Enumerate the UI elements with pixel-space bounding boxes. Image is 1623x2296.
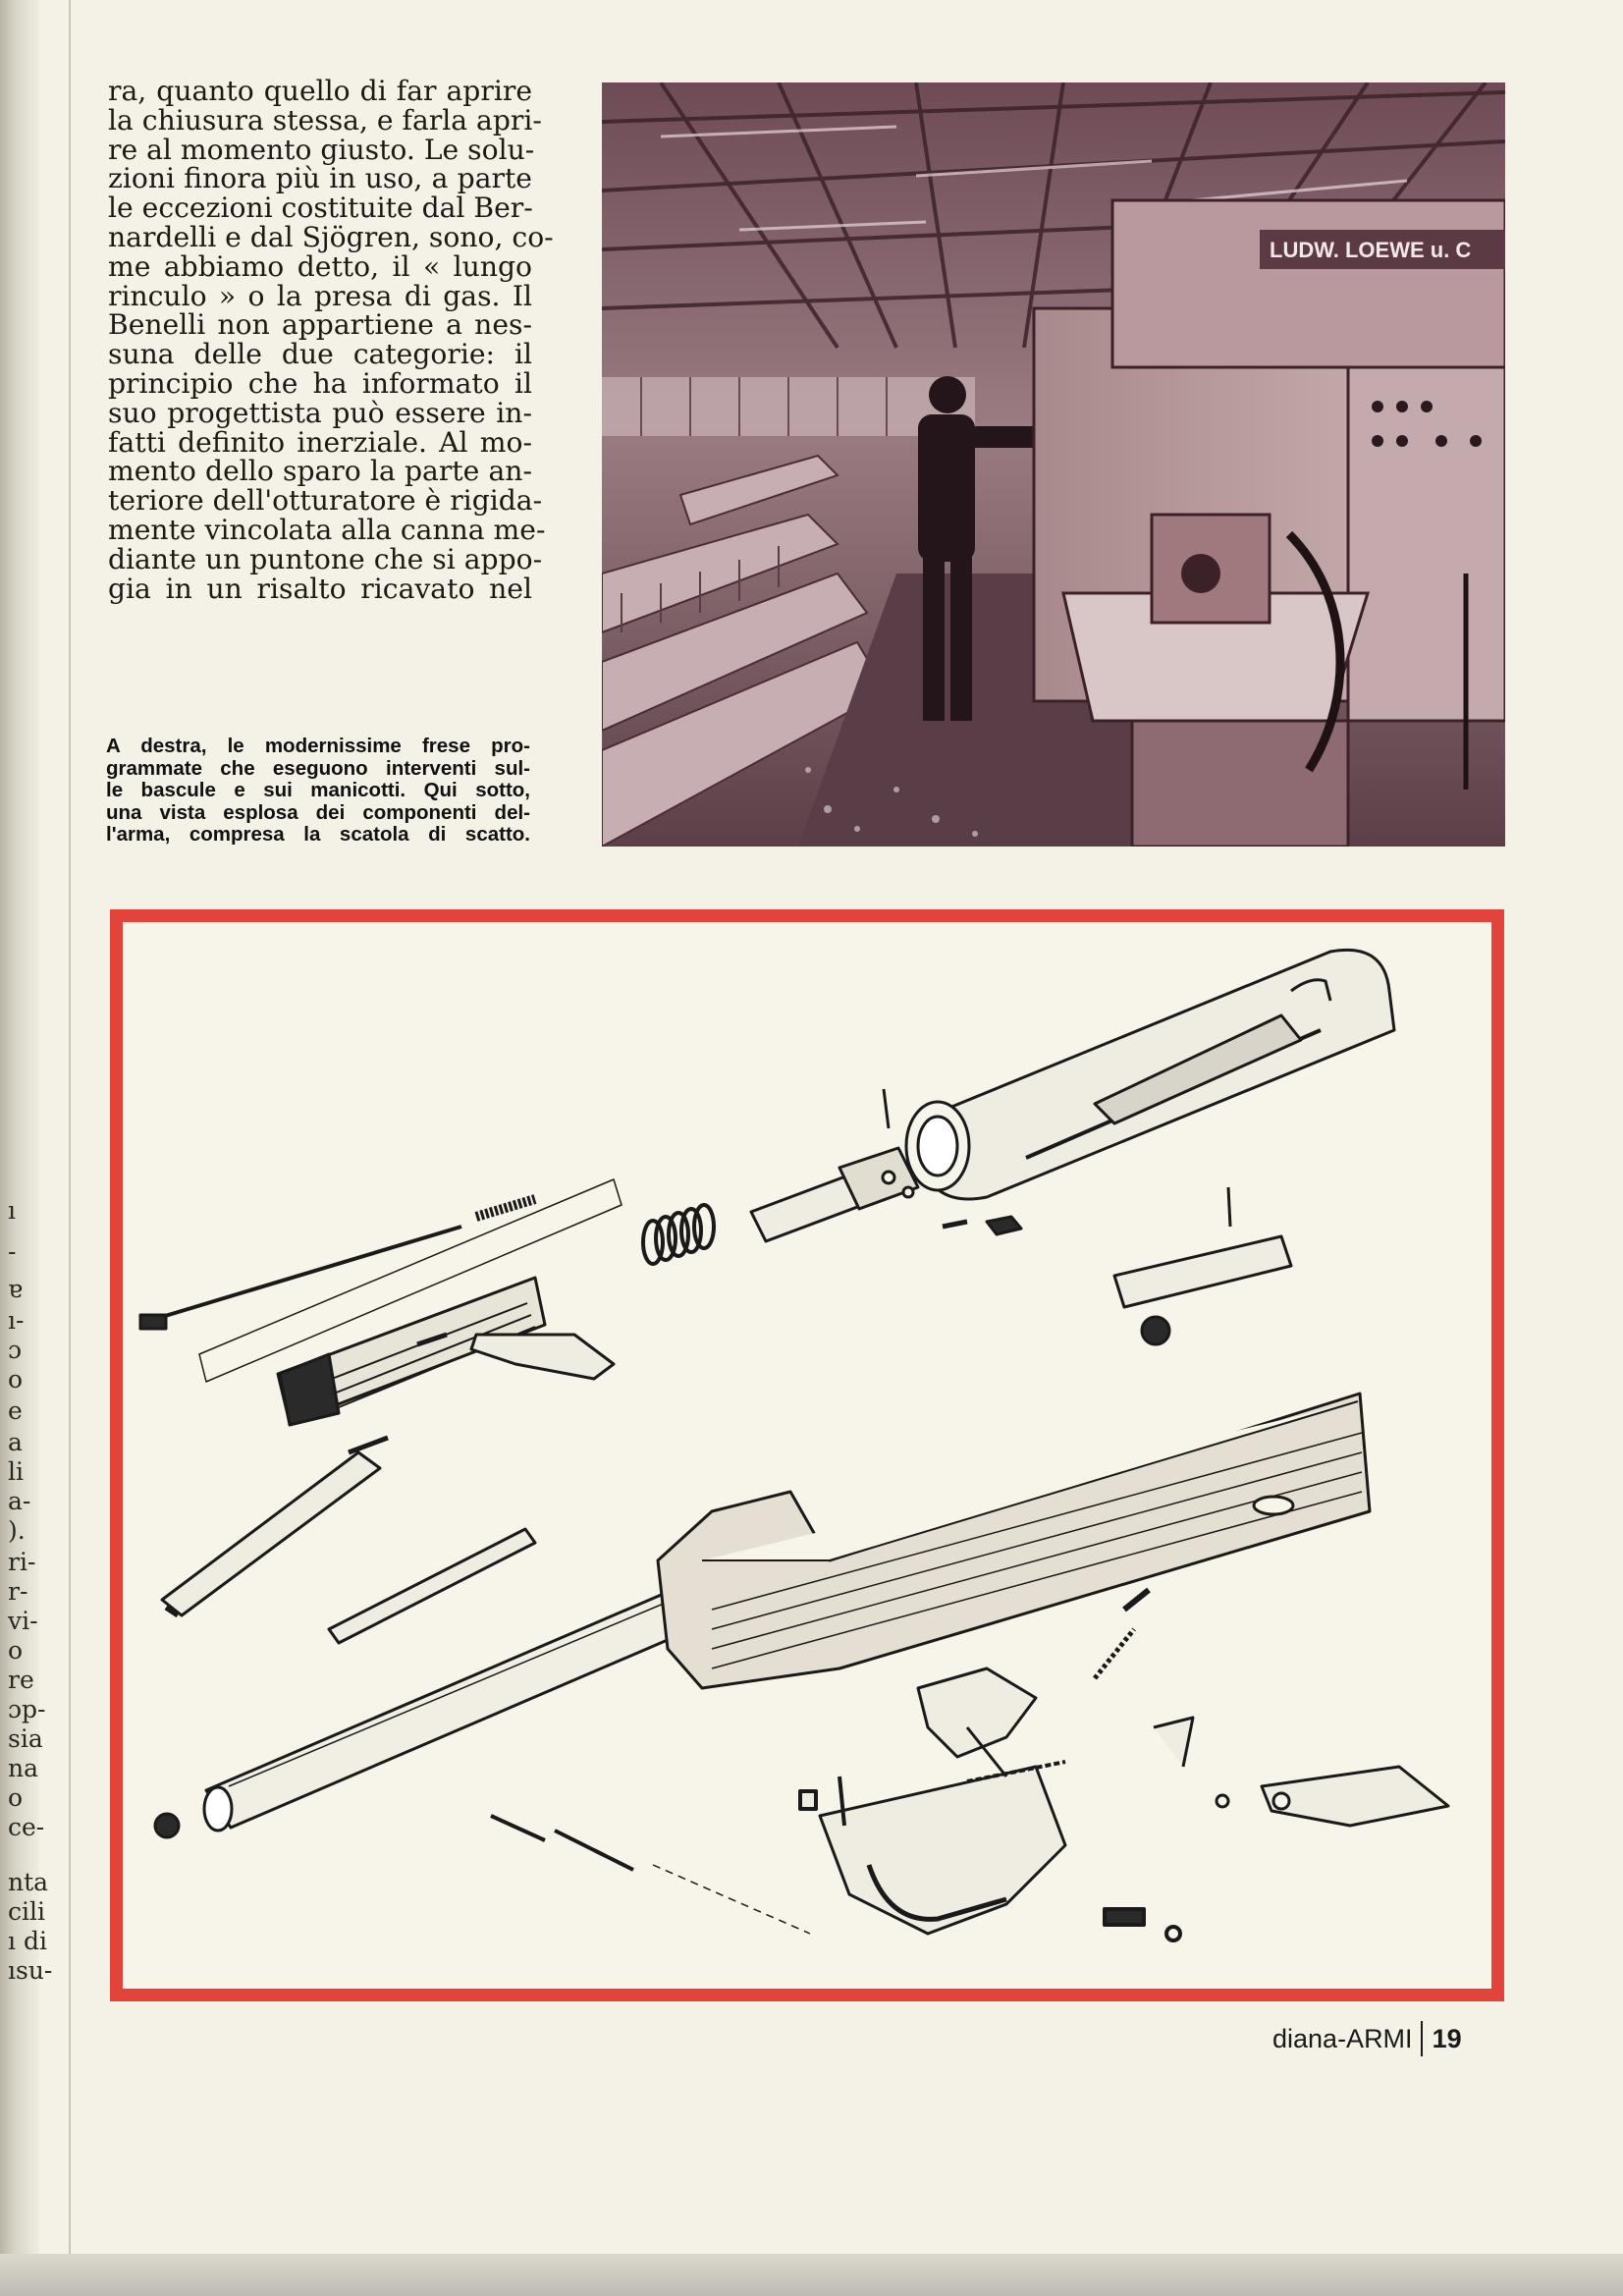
body-text-line: teriore dell'otturatore è rigida-: [108, 484, 543, 518]
scanner-edge: [0, 2254, 1623, 2296]
margin-fragment: o: [8, 1636, 24, 1665]
footer-separator: [1421, 2021, 1423, 2056]
action-bars: [162, 1452, 535, 1643]
body-text-line: la chiusura stessa, e farla apri-: [108, 103, 542, 137]
body-text-line: suo progettista può essere in-: [108, 396, 532, 429]
margin-fragment: ce-: [8, 1813, 45, 1841]
factory-milling-machines-photo: [602, 82, 1505, 847]
caption-line: una vista esplosa dei componenti del-: [106, 800, 530, 824]
body-text-line: diante un puntone che si appo-: [108, 542, 543, 575]
margin-fragment: ɔ: [8, 1336, 23, 1364]
body-text-line: principio che ha informato il: [108, 366, 532, 400]
binding-crease: [69, 0, 71, 2259]
page-number: 19: [1432, 2023, 1462, 2053]
photo-illustration: [602, 82, 1505, 847]
margin-fragment: ı-: [8, 1306, 25, 1335]
margin-fragment: ri-: [8, 1548, 36, 1576]
caption-line: l'arma, compresa la scatola di scatto.: [106, 823, 530, 847]
body-text-line: mento dello sparo la parte an-: [108, 455, 532, 488]
body-text-line: fatti definito inerziale. Al mo-: [108, 425, 532, 459]
margin-fragment: sia: [8, 1724, 43, 1753]
margin-fragment: na: [8, 1754, 39, 1782]
body-text-line: ra, quanto quello di far aprire: [108, 75, 532, 107]
margin-fragment: nta: [8, 1868, 49, 1896]
bolt-assembly: [751, 1089, 918, 1241]
barrel: [155, 1590, 697, 1837]
body-text-line: Benelli non appartiene a nes-: [108, 308, 532, 342]
caption-line: A destra, le modernissime frese pro-: [106, 735, 530, 757]
bolt-release: [1114, 1187, 1291, 1344]
body-text-line: me abbiamo detto, il « lungo: [108, 249, 532, 283]
margin-fragment: cili: [8, 1897, 45, 1926]
margin-fragment: li: [8, 1457, 24, 1486]
exploded-view-diagram-frame: [110, 909, 1504, 2001]
body-text-line: le eccezioni costituite dal Ber-: [108, 191, 533, 225]
margin-fragment: ɐ: [8, 1275, 23, 1303]
margin-fragment: ı: [8, 1196, 16, 1225]
exploded-view-shotgun-components: [123, 922, 1491, 1989]
body-text-line: zioni finora più in uso, a parte: [108, 162, 532, 195]
machine-brand-plate: LUDW. LOEWE u. C: [1270, 238, 1472, 262]
body-text-line: rinculo » o la presa di gas. Il: [108, 279, 532, 312]
bolt-carrier: [199, 1179, 622, 1452]
body-text-line: mente vincolata alla canna me-: [108, 513, 546, 546]
magazine-name: diana-ARMI: [1272, 2023, 1413, 2053]
margin-fragment: a-: [8, 1487, 31, 1515]
page-footer: [1272, 2019, 1462, 2058]
margin-fragment: e: [8, 1396, 23, 1425]
margin-fragment: re: [8, 1666, 34, 1694]
margin-fragment: o: [8, 1783, 24, 1812]
body-text-line: suna delle due categorie: il: [108, 338, 532, 371]
margin-fragment: -: [8, 1237, 17, 1266]
margin-fragment: a: [8, 1428, 23, 1456]
photo-caption: [106, 736, 530, 847]
caption-line: le bascule e sui manicotti. Qui sotto,: [106, 779, 530, 802]
margin-fragment: ısu-: [8, 1956, 53, 1985]
cocking-handle: [471, 1335, 614, 1379]
margin-fragment: vi-: [8, 1607, 38, 1635]
body-text-line: re al momento giusto. Le solu-: [108, 133, 535, 166]
margin-fragment: r-: [8, 1577, 28, 1606]
margin-fragment: ɔp-: [8, 1695, 46, 1723]
caption-line: grammate che eseguono interventi sul-: [106, 756, 530, 780]
article-body-text: [108, 75, 554, 605]
margin-fragment: o: [8, 1365, 24, 1394]
magazine-tube: [906, 950, 1394, 1199]
body-text-line: gia in un risalto ricavato nel: [108, 572, 532, 605]
margin-fragment: ı di: [8, 1927, 47, 1955]
receiver: [658, 1394, 1370, 1688]
recoil-spring: [643, 1205, 714, 1264]
margin-fragment: ).: [8, 1516, 26, 1545]
body-text-line: nardelli e dal Sjögren, sono, co-: [108, 220, 554, 253]
